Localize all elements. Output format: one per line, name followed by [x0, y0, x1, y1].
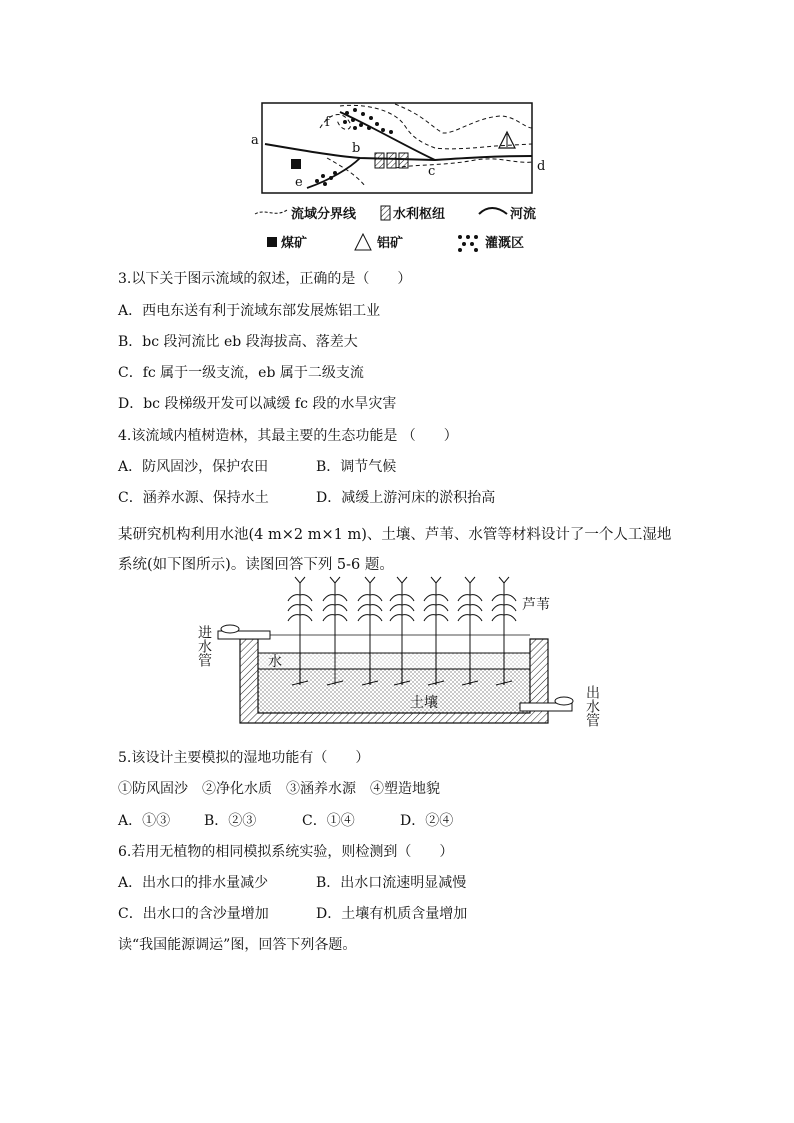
- soil-layer: [258, 669, 530, 713]
- river-basin-map: [245, 98, 565, 260]
- q6-options-row-2: [118, 905, 467, 923]
- water-layer: [258, 653, 530, 669]
- legend-hydro: 水利枢纽: [393, 207, 446, 222]
- q6-stem: 6.若用无植物的相同模拟系统实验，则检测到（ ）: [118, 844, 454, 860]
- intro-5-6: 某研究机构利用水池(4 m×2 m×1 m)、土壤、芦苇、水管等材料设计了一个人工湿地系统(如下图所示)。读图回答下列 5-6 题。: [118, 527, 672, 573]
- q3-option-c: C．fc 属于一级支流，eb 属于二级支流: [118, 365, 364, 381]
- reed-label: 芦苇: [522, 597, 550, 613]
- q6-option-a: A．出水口的排水量减少: [118, 875, 269, 891]
- q3-option-a: A．西电东送有利于流域东部发展炼铝工业: [118, 303, 381, 319]
- q4-option-b: B．调节气候: [316, 459, 397, 475]
- q6-option-c: C．出水口的含沙量增加: [118, 906, 269, 922]
- legend-coal-icon: [267, 237, 277, 247]
- map-label-e: e: [295, 175, 303, 190]
- q3-option-d: D．bc 段梯级开发可以减缓 fc 段的水旱灾害: [118, 396, 397, 412]
- q5-items: ①防风固沙 ②净化水质 ③涵养水源 ④塑造地貌: [118, 781, 440, 797]
- q4-option-c: C．涵养水源、保持水土: [118, 490, 269, 506]
- q5-option-d: D．②④: [400, 813, 454, 829]
- q4-option-d: D．减缓上游河床的淤积抬高: [316, 490, 496, 506]
- map-label-a: a: [251, 133, 259, 148]
- legend-dam-icon: [381, 206, 390, 220]
- soil-label: 土壤: [410, 695, 438, 711]
- legend-river-icon: [479, 208, 507, 214]
- coal-mine-symbol: [291, 159, 301, 169]
- legend-boundary: 流域分界线: [291, 207, 357, 222]
- map-label-b: b: [352, 141, 361, 156]
- dam-symbols: [375, 153, 408, 168]
- q4-options-row-1: [118, 458, 396, 476]
- river-lines: [265, 112, 532, 188]
- q3-stem: 3.以下关于图示流域的叙述，正确的是（ ）: [118, 271, 412, 287]
- q4-stem: 4.该流域内植树造林，其最主要的生态功能是 （ ）: [118, 428, 458, 444]
- legend-irrigation-icon: [458, 235, 478, 252]
- next-section-intro: 读“我国能源调运”图，回答下列各题。: [118, 937, 357, 953]
- water-label: 水: [268, 654, 282, 670]
- legend-irrigation: 灌溉区: [485, 236, 525, 251]
- legend-aluminum-icon: [355, 234, 371, 250]
- q6-options-row-1: [118, 874, 466, 892]
- q4-option-a: A．防风固沙，保护农田: [118, 459, 269, 475]
- map-label-c: c: [428, 164, 436, 179]
- inlet-pipe: [218, 625, 270, 639]
- q5-option-a: A．①③: [118, 813, 171, 829]
- q5-stem: 5.该设计主要模拟的湿地功能有（ ）: [118, 750, 370, 766]
- q5-options: [118, 812, 453, 830]
- outlet-label: 出水管: [584, 685, 600, 727]
- q5-option-c: C．①④: [302, 813, 355, 829]
- map-label-d: d: [537, 159, 546, 174]
- wetland-diagram: [190, 575, 610, 735]
- legend-row-1: [255, 206, 536, 222]
- q6-option-d: D．土壤有机质含量增加: [316, 906, 468, 922]
- legend-coal: 煤矿: [281, 236, 308, 251]
- inlet-label: 进水管: [196, 625, 212, 667]
- legend-river: 河流: [510, 207, 537, 222]
- q3-option-b: B．bc 段河流比 eb 段海拔高、落差大: [118, 334, 358, 350]
- legend-aluminum: 铝矿: [377, 236, 404, 251]
- q5-option-b: B．②③: [204, 813, 257, 829]
- legend-row-2: [267, 234, 524, 252]
- q4-options-row-2: [118, 489, 495, 507]
- q6-option-b: B．出水口流速明显减慢: [316, 875, 467, 891]
- map-label-f: f: [325, 115, 330, 130]
